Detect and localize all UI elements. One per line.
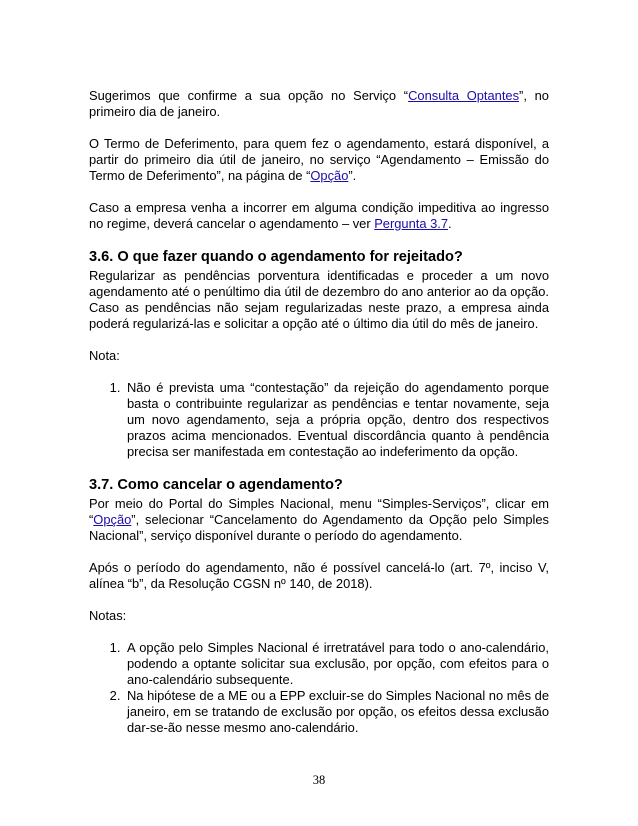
paragraph-condicao-impeditiva (89, 200, 549, 232)
pergunta-3-7-link[interactable]: Pergunta 3.7 (374, 216, 449, 231)
section-3-6-heading: 3.6. O que fazer quando o agendamento for rejeitado? (89, 249, 463, 265)
opcao-menu-link[interactable]: Opção (93, 512, 132, 527)
section-3-6-note-label: Nota: (89, 348, 120, 363)
section-3-7-notes-list (89, 640, 549, 736)
list-item: 2. Na hipótese de a ME ou a EPP excluir-se do Simples Nacional no mês de janeiro, em se tratando de exclusão por opção, os efeitos dessa exclusão dar-se-ão nesse mesmo ano-calendário. (124, 688, 549, 736)
section-3-7-body (89, 496, 549, 544)
s37-body-post: ”, selecionar “Cancelamento do Agendamento da Opção pelo Simples Nacional”, serviço disponível durante o período do agendamento. (89, 512, 549, 543)
section-3-7-body-2: Após o período do agendamento, não é possível cancelá-lo (art. 7º, inciso V, alínea “b”, da Resolução CGSN nº 140, de 2018). (89, 560, 549, 591)
section-3-6-body: Regularizar as pendências porventura identificadas e proceder a um novo agendamento até o penúltimo dia útil de dezembro do ano anterior ao da opção. Caso as pendências não sejam regularizadas neste prazo, a empresa ainda poderá regularizá-las e solicitar a opção até o último dia útil do mês de janeiro. (89, 268, 549, 331)
p1-text-post: ”, no primeiro dia de janeiro. (89, 88, 549, 119)
consulta-optantes-link[interactable]: Consulta Optantes (408, 88, 520, 103)
section-3-7-notes-label: Notas: (89, 608, 127, 623)
p2-text-pre: O Termo de Deferimento, para quem fez o agendamento, estará disponível, a partir do primeiro dia útil de janeiro, no serviço “Agendamento – Emissão do Termo de Deferimento”, na página de “ (89, 136, 549, 183)
paragraph-termo-deferimento (89, 136, 549, 184)
s37-body-pre: Por meio do Portal do Simples Nacional, menu “Simples-Serviços”, clicar em “ (89, 496, 549, 527)
p2-text-post: ”. (348, 168, 357, 183)
page-content (89, 88, 549, 752)
page-number: 38 (312, 773, 326, 787)
list-item: 1. Não é prevista uma “contestação” da rejeição do agendamento porque basta o contribuinte regularizar as pendências e tentar novamente, seja um novo agendamento, seja a própria opção, dentro dos respectivos prazos acima mencionados. Eventual discordância quanto à pendência precisa ser manifestada em contestação ao indeferimento da opção. (124, 380, 549, 460)
p1-text-pre: Sugerimos que confirme a sua opção no Serviço “ (89, 88, 409, 103)
section-3-6-notes-list (89, 380, 549, 460)
section-3-7-heading: 3.7. Como cancelar o agendamento? (89, 477, 343, 493)
list-item: 1. A opção pelo Simples Nacional é irretratável para todo o ano-calendário, podendo a optante solicitar sua exclusão, por opção, com efeitos para o ano-calendário subsequente. (124, 640, 549, 688)
opcao-link[interactable]: Opção (310, 168, 349, 183)
p3-text-pre: Caso a empresa venha a incorrer em alguma condição impeditiva ao ingresso no regime, deverá cancelar o agendamento – ver (89, 200, 549, 231)
paragraph-consulta-optantes (89, 88, 549, 120)
p3-text-post: . (448, 216, 452, 231)
